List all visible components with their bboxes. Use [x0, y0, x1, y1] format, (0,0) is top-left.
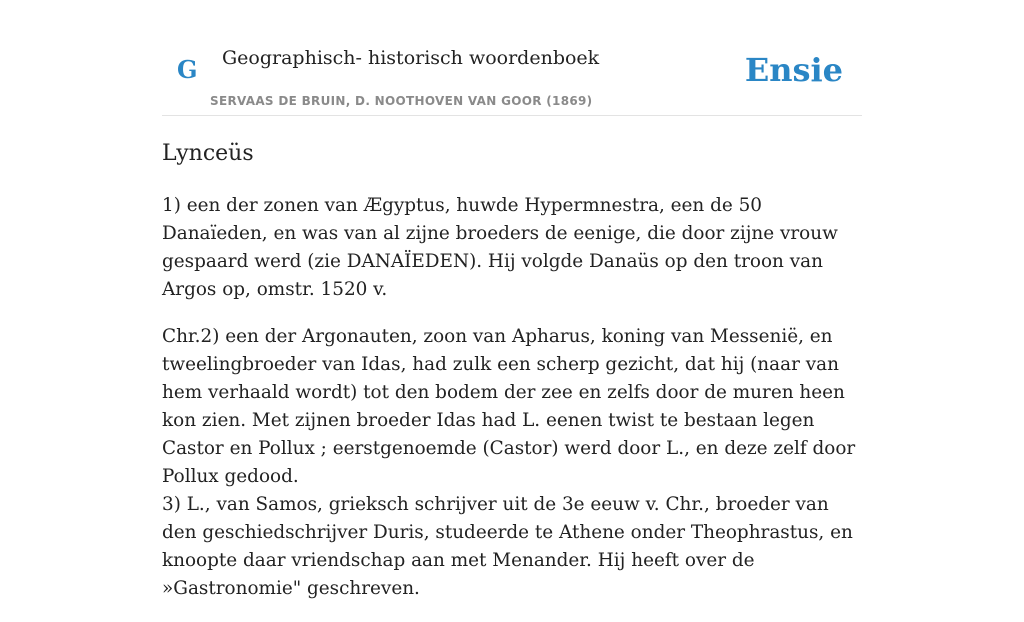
entry-body	[162, 192, 864, 622]
source-logo: G	[177, 55, 198, 84]
source-book-authors: SERVAAS DE BRUIN, D. NOOTHOVEN VAN GOOR (1869)	[210, 94, 593, 108]
entry-title: Lynceüs	[162, 141, 254, 166]
entry-paragraph-1: 1) een der zonen van Ægyptus, huwde Hypermnestra, een de 50 Danaïeden, en was van al zijne broeders de eenige, die door zijne vrouw gespaard werd (zie DANAÏEDEN). Hij volgde Danaüs op den troon van Argos op, omstr. 1520 v.	[162, 195, 838, 300]
entry-header	[162, 0, 862, 116]
brand-logo-link[interactable]: Ensie	[744, 51, 843, 89]
entry-paragraph-2: Chr.2) een der Argonauten, zoon van Apharus, koning van Messenië, en tweelingbroeder van Idas, had zulk een scherp gezicht, dat hij (naar van hem verhaald wordt) tot den bodem der zee en zelfs door de muren heen kon zien. Met zijnen broeder Idas had L. eenen twist te bestaan legen Castor en Pollux ; eerstgenoemde (Castor) werd door L., en deze zelf door Pollux gedood.	[162, 326, 856, 487]
source-book-title: Geographisch- historisch woordenboek	[222, 47, 600, 69]
entry-paragraph-3: 3) L., van Samos, grieksch schrijver uit de 3e eeuw v. Chr., broeder van den geschiedschrijver Duris, studeerde te Athene onder Theophrastus, en knoopte daar vriendschap aan met Menander. Hij heeft over de »Gastronomie" geschreven.	[162, 494, 853, 599]
content-column	[162, 0, 862, 599]
